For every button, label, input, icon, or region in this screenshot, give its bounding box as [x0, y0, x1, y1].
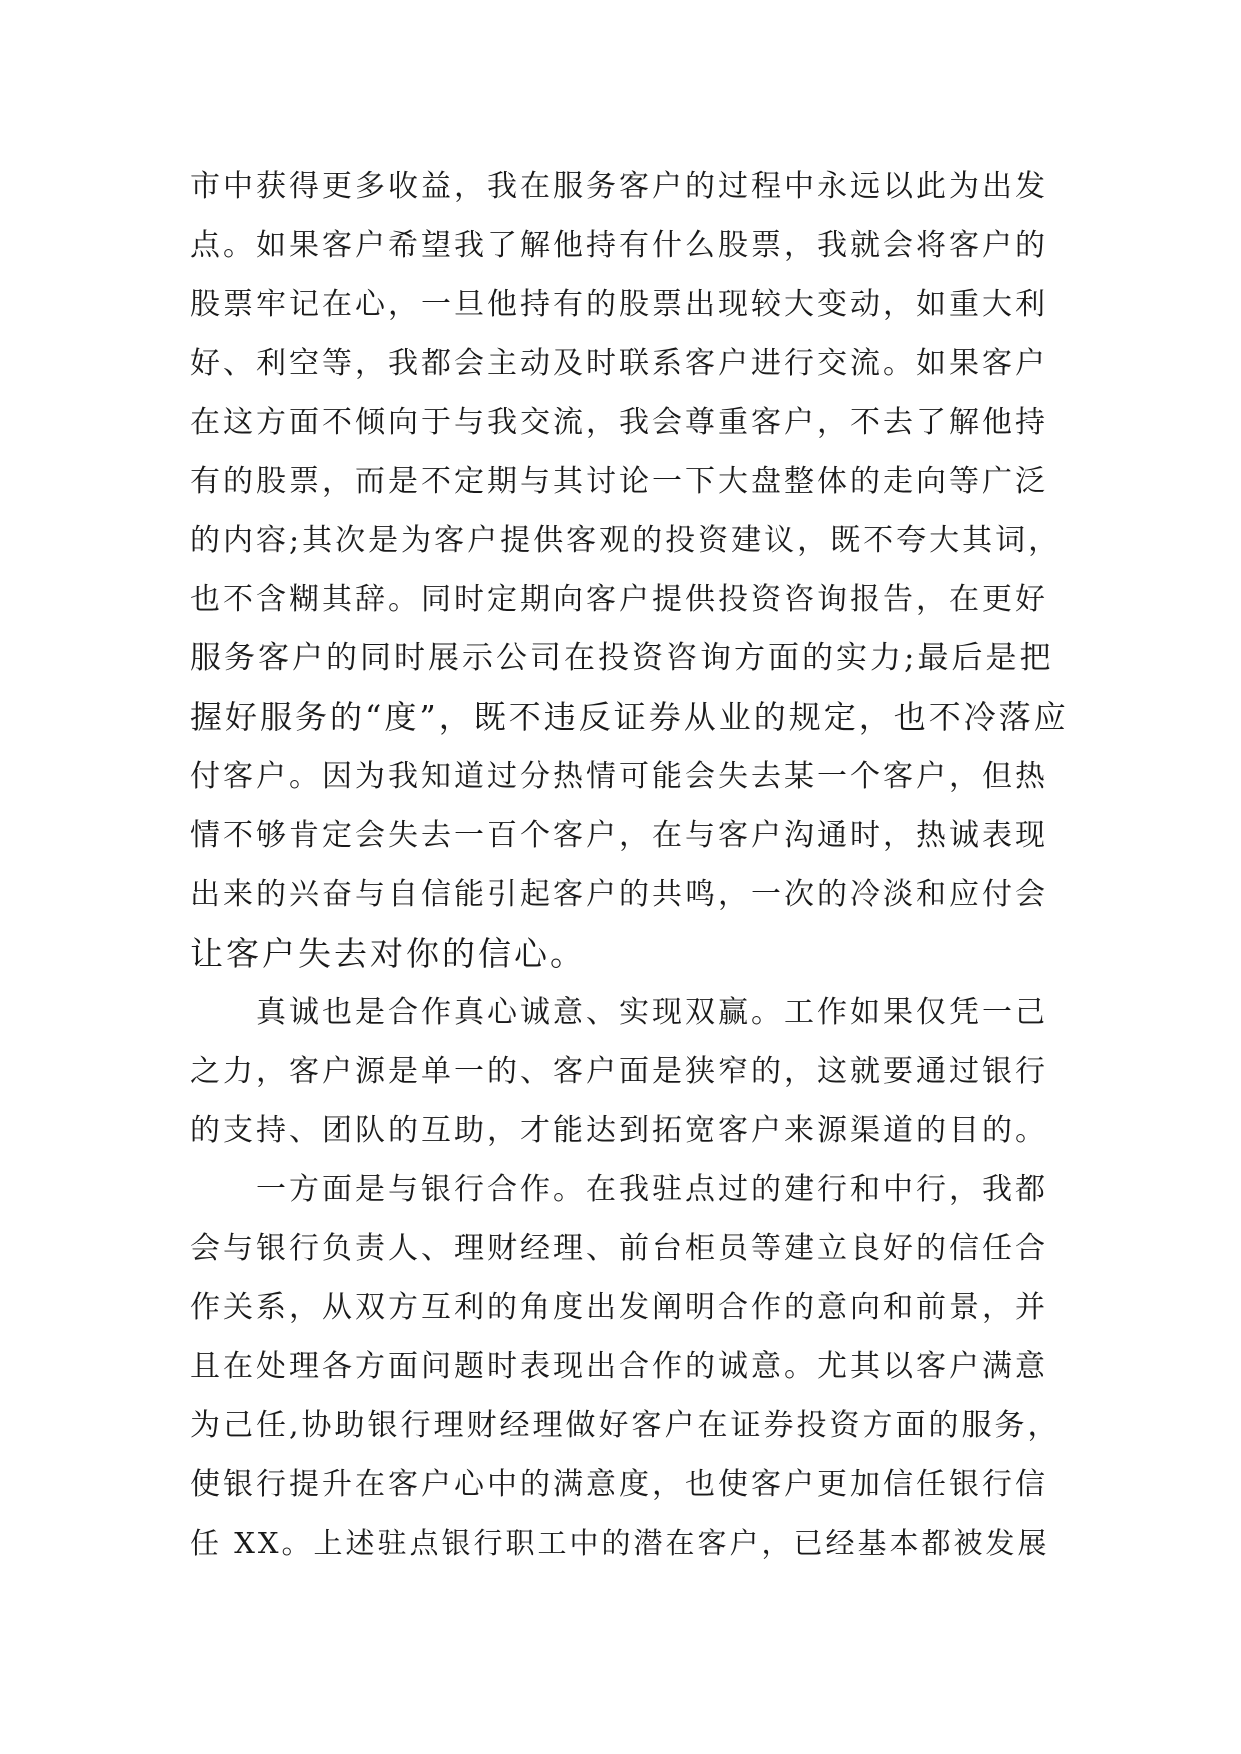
- text-line: 真诚也是合作真心诚意、实现双赢。工作如果仅凭一己: [190, 995, 1048, 1030]
- text-line: 市中获得更多收益，我在服务客户的过程中永远以此为出发: [190, 169, 1048, 204]
- text-line: 为己任,协助银行理财经理做好客户在证券投资方面的服务，: [190, 1408, 1061, 1443]
- text-line: 服务客户的同时展示公司在投资咨询方面的实力;最后是把: [190, 640, 1054, 676]
- text-line: 付客户。因为我知道过分热情可能会失去某一个客户，但热: [190, 759, 1048, 794]
- text-line: 好、利空等，我都会主动及时联系客户进行交流。如果客户: [190, 346, 1048, 381]
- body-text: [190, 157, 1070, 1573]
- text-line: 之力，客户源是单一的、客户面是狭窄的，这就要通过银行: [190, 1054, 1048, 1089]
- text-line: 一方面是与银行合作。在我驻点过的建行和中行，我都: [190, 1172, 1048, 1207]
- text-line: 股票牢记在心，一旦他持有的股票出现较大变动，如重大利: [190, 287, 1048, 322]
- text-line: 任 XX。上述驻点银行职工中的潜在客户，已经基本都被发展: [190, 1526, 1050, 1560]
- text-line: 会与银行负责人、理财经理、前台柜员等建立良好的信任合: [190, 1231, 1048, 1266]
- text-line: 的内容;其次是为客户提供客观的投资建议，既不夸大其词，: [190, 523, 1062, 558]
- text-line: 使银行提升在客户心中的满意度，也使客户更加信任银行信: [190, 1467, 1048, 1502]
- text-line: 作关系，从双方互利的角度出发阐明合作的意向和前景，并: [190, 1290, 1048, 1325]
- text-line: 的支持、团队的互助，才能达到拓宽客户来源渠道的目的。: [190, 1113, 1048, 1148]
- text-line: 有的股票，而是不定期与其讨论一下大盘整体的走向等广泛: [190, 464, 1048, 499]
- text-line: 也不含糊其辞。同时定期向客户提供投资咨询报告，在更好: [190, 582, 1048, 617]
- text-line: 握好服务的“度”，既不违反证券从业的规定，也不冷落应: [190, 698, 1069, 736]
- text-line: 在这方面不倾向于与我交流，我会尊重客户，不去了解他持: [190, 405, 1048, 440]
- text-line: 且在处理各方面问题时表现出合作的诚意。尤其以客户满意: [190, 1349, 1048, 1384]
- text-line: 情不够肯定会失去一百个客户，在与客户沟通时，热诚表现: [190, 818, 1048, 853]
- text-line: 出来的兴奋与自信能引起客户的共鸣，一次的冷淡和应付会: [190, 877, 1048, 912]
- text-line: 让客户失去对你的信心。: [190, 934, 586, 973]
- text-line: 点。如果客户希望我了解他持有什么股票，我就会将客户的: [190, 228, 1048, 263]
